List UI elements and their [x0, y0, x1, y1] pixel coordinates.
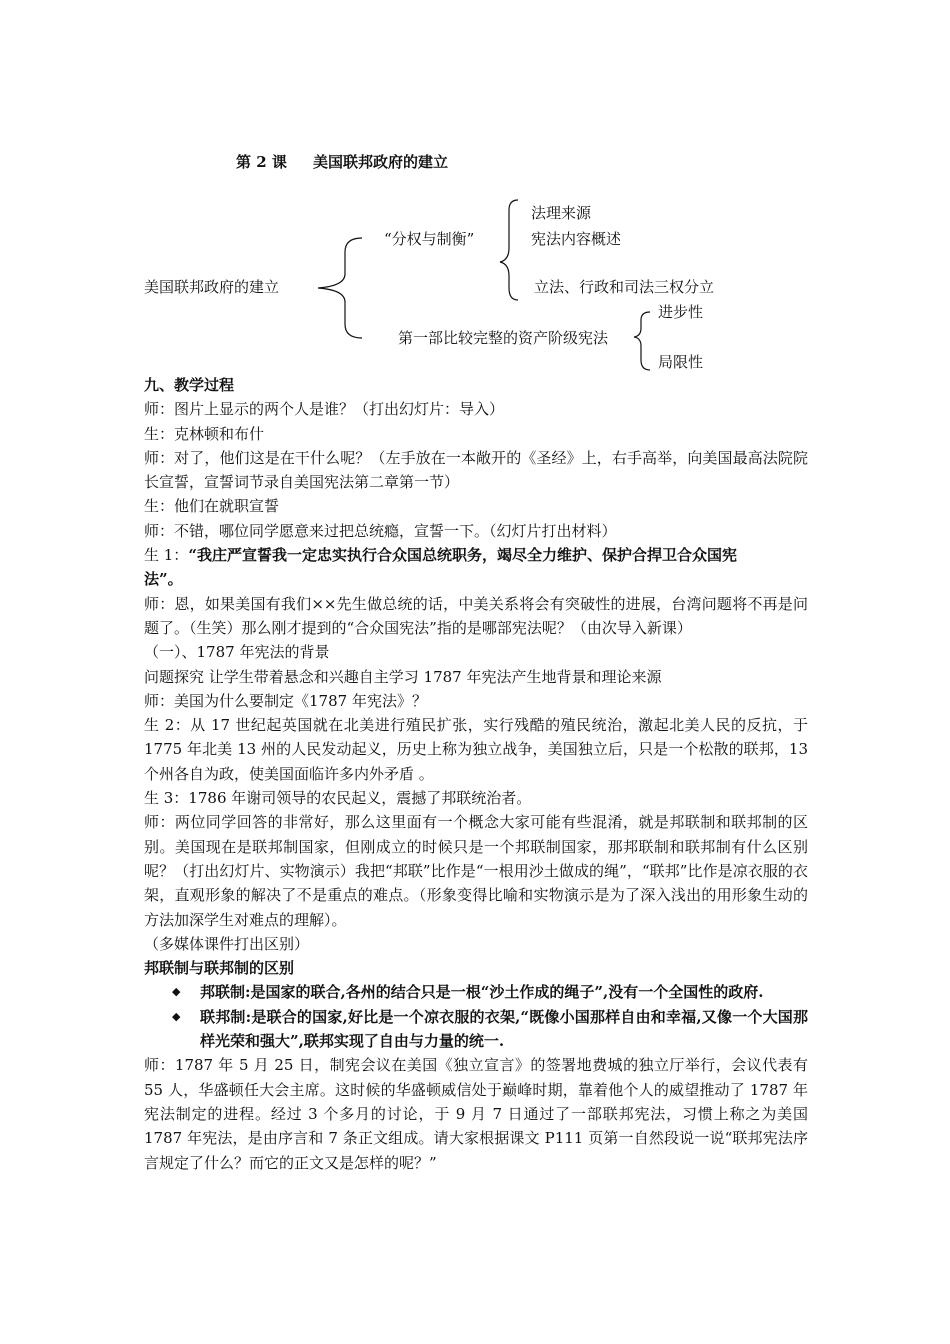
diagram-item-progressiveness: 进步性: [658, 303, 704, 321]
diagram-item-limitations: 局限性: [658, 353, 704, 371]
oath-text-end: 法”。: [144, 570, 183, 589]
paragraph: 生 3：1786 年谢司领导的农民起义，震撼了邦联统治者。: [144, 789, 532, 808]
root-brace: [318, 238, 362, 338]
oath-speaker: 生 1：: [144, 546, 189, 565]
branch2-brace: [634, 312, 650, 370]
diagram-branch-bourgeois-constitution: 第一部比较完整的资产阶级宪法: [398, 329, 609, 347]
diagram-item-legal-source: 法理来源: [531, 204, 592, 222]
paragraph: 师：不错，哪位同学愿意来过把总统瘾，宣誓一下。（幻灯片打出材料）: [144, 521, 617, 540]
list-item-text: 邦联制:是国家的联合,各州的结合只是一根“沙土作成的绳子”,没有一个全国性的政府.: [200, 983, 764, 1002]
lesson-title: 第 2 课 美国联邦政府的建立: [236, 153, 448, 171]
paragraph: 生：他们在就职宣誓: [144, 497, 280, 516]
paragraph: 师：两位同学回答的非常好，那么这里面有一个概念大家可能有些混淆，就是邦联制和联邦制的区别。美国现在是联邦制国家，但刚成立的时候只是一个邦联制国家，那邦联制和联邦制有什么区别呢？（打出幻灯片、实物演示）我把“邦联”比作是“一根用沙土做成的绳”，“联邦”比作是凉衣服的衣架，直观形象的解决了不是重点的难点。（形象变得比喻和实物演示是为了深入浅出的用形象生动的方法加深学生对难点的理解）。: [144, 813, 808, 929]
comparison-list: [144, 980, 808, 1053]
paragraph: 问题探究 让学生带着悬念和兴趣自主学习 1787 年宪法产生地背景和理论来源: [144, 667, 662, 686]
diagram-brackets: [0, 190, 950, 380]
paragraph: 师：恩，如果美国有我们××先生做总统的话，中美关系将会有突破性的进展，台湾问题将不再是问题了。（生笑）那么刚才提到的“合众国宪法”指的是哪部宪法呢？（由次导入新课）: [144, 594, 808, 637]
list-item: [144, 980, 808, 1004]
section-heading: 九、教学过程: [144, 376, 235, 394]
lesson-body: [144, 373, 808, 1175]
list-item-text: 联邦制:是联合的国家,好比是一个凉衣服的衣架,“既像小国那样自由和幸福,又像一个大国那样光荣和强大”,联邦实现了自由与力量的统一.: [200, 1007, 808, 1051]
concept-diagram: [0, 190, 950, 380]
diamond-bullet-icon: ◆: [172, 1009, 181, 1023]
diagram-item-constitution-overview: 宪法内容概述: [531, 230, 622, 248]
paragraph: （多媒体课件打出区别）: [144, 934, 310, 953]
diamond-bullet-icon: ◆: [172, 985, 181, 999]
paragraph: 师：美国为什么要制定《1787 年宪法》？: [144, 691, 427, 710]
branch1-brace: [500, 200, 518, 300]
diagram-branch-separation-of-powers: “分权与制衡”: [384, 230, 475, 248]
paragraph: 师：1787 年 5 月 25 日，制宪会议在美国《独立宣言》的签署地费城的独立厅举行，会议代表有 55 人，华盛顿任大会主席。这时候的华盛顿威信处于巅峰时期，靠着他个人的威望推动了 1787 年宪法制定的进程。经过 3 个多月的讨论，于 9 月 7 日通过了一部联邦宪法，习惯上称之为美国 1787 年宪法，是由序言和 7 条正文组成。请大家根据课文 P111 页第一自然段说一说“联邦宪法序言规定了什么？而它的正文又是怎样的呢？”: [144, 1056, 808, 1172]
diagram-root: 美国联邦政府的建立: [144, 278, 280, 296]
paragraph: 师：图片上显示的两个人是谁？（打出幻灯片：导入）: [144, 400, 505, 419]
oath-text: “我庄严宣誓我一定忠实执行合众国总统职务，竭尽全力维护、保护合捍卫合众国宪: [188, 546, 737, 565]
paragraph-oath: [144, 543, 808, 592]
diagram-item-three-branches: 立法、行政和司法三权分立: [534, 278, 715, 296]
paragraph: 师：对了，他们这是在干什么呢？（左手放在一本敞开的《圣经》上，右手高举，向美国最高法院院长宣誓，宣誓词节录自美国宪法第二章第一节）: [144, 448, 808, 492]
list-item: [144, 1005, 808, 1054]
paragraph: 生：克林顿和布什: [144, 424, 265, 443]
subsection-heading: （一）、1787 年宪法的背景: [144, 643, 330, 662]
comparison-heading: 邦联制与联邦制的区别: [144, 959, 295, 978]
paragraph: 生 2：从 17 世纪起英国就在北美进行殖民扩张，实行残酷的殖民统治，激起北美人民的反抗，于 1775 年北美 13 州的人民发动起义，历史上称为独立战争，美国独立后，只是一个松散的联邦，13 个州各自为政，使美国面临许多内外矛盾 。: [144, 716, 808, 783]
